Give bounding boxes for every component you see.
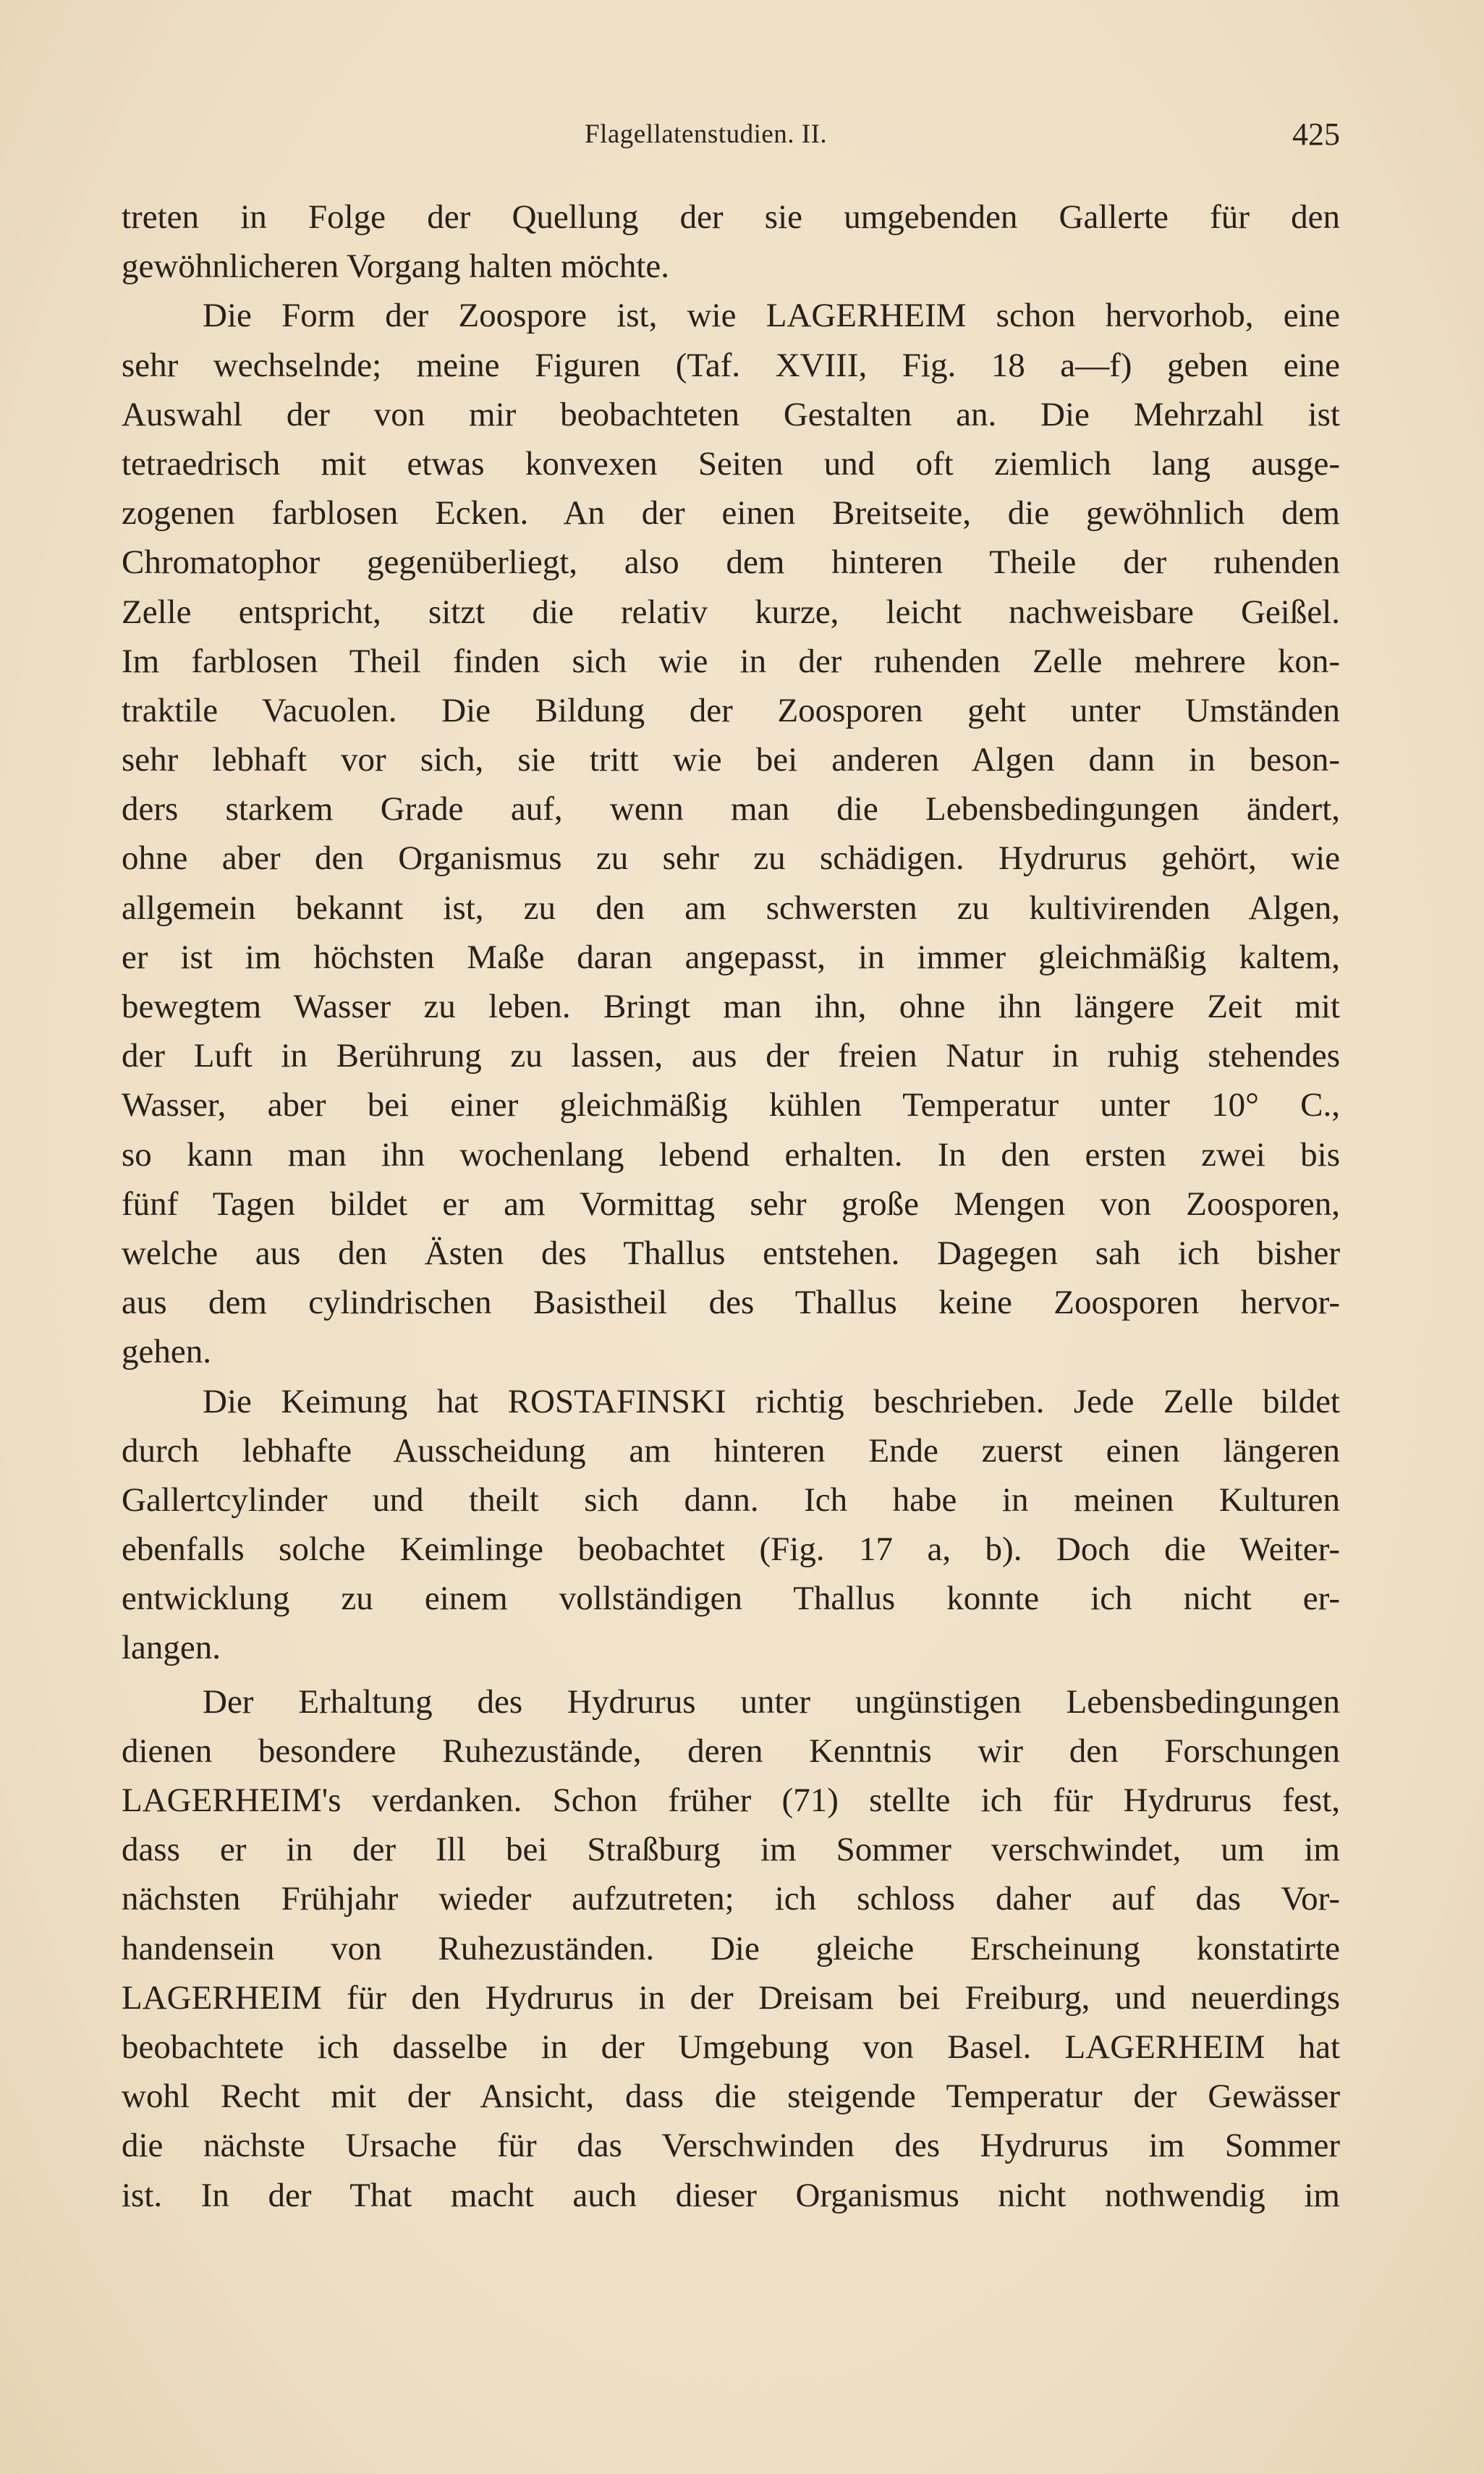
text-line: welche aus den Ästen des Thallus entstehen. Dagegen sah ich bisher — [122, 1234, 1340, 1272]
text-line: zogenen farblosen Ecken. An der einen Breitseite, die gewöhnlich dem — [122, 494, 1340, 533]
text-line: Auswahl der von mir beobachteten Gestalten an. Die Mehrzahl ist — [122, 395, 1340, 433]
text-line: Im farblosen Theil finden sich wie in der ruhenden Zelle mehrere kon- — [122, 642, 1340, 680]
page-number: 425 — [1292, 117, 1340, 152]
body-text — [122, 192, 1340, 2220]
running-title: Flagellatenstudien. II. — [585, 119, 828, 149]
text-line: bewegtem Wasser zu leben. Bringt man ihn, ohne ihn längere Zeit mit — [122, 988, 1340, 1025]
text-line: gehen. — [122, 1333, 211, 1371]
text-line: dienen besondere Ruhezustände, deren Kenntnis wir den Forschungen — [122, 1732, 1340, 1770]
text-line: gewöhnlicheren Vorgang halten möchte. — [122, 247, 670, 286]
text-line: entwicklung zu einem vollständigen Thallus konnte ich nicht er- — [122, 1580, 1340, 1618]
text-line: allgemein bekannt ist, zu den am schwersten zu kultivirenden Algen, — [122, 889, 1340, 927]
text-line: langen. — [122, 1629, 221, 1667]
text-line: LAGERHEIM für den Hydrurus in der Dreisam bei Freiburg, und neuerdings — [122, 1978, 1340, 2017]
text-line: treten in Folge der Quellung der sie umgebenden Gallerte für den — [122, 198, 1340, 236]
text-line: er ist im höchsten Maße daran angepasst, in immer gleichmäßig kaltem, — [122, 938, 1340, 976]
text-line: wohl Recht mit der Ansicht, dass die steigende Temperatur der Gewässer — [122, 2077, 1340, 2116]
text-line: Wasser, aber bei einer gleichmäßig kühlen Temperatur unter 10° C., — [122, 1086, 1340, 1124]
text-line: durch lebhafte Ausscheidung am hinteren Ende zuerst einen längeren — [122, 1431, 1340, 1470]
text-line: aus dem cylindrischen Basistheil des Thallus keine Zoosporen hervor- — [122, 1284, 1340, 1322]
text-line: LAGERHEIM's verdanken. Schon früher (71) stellte ich für Hydrurus fest, — [122, 1782, 1340, 1819]
text-line: ohne aber den Organismus zu sehr zu schädigen. Hydrurus gehört, wie — [122, 839, 1340, 878]
text-line: ders starkem Grade auf, wenn man die Lebensbedingungen ändert, — [122, 790, 1340, 829]
text-line: so kann man ihn wochenlang lebend erhalten. In den ersten zwei bis — [122, 1135, 1340, 1174]
text-line: sehr wechselnde; meine Figuren (Taf. XVIII, Fig. 18 a—f) geben eine — [122, 346, 1340, 384]
page-header — [122, 116, 1340, 159]
text-line: tetraedrisch mit etwas konvexen Seiten und oft ziemlich lang ausge- — [122, 444, 1340, 483]
text-line: Der Erhaltung des Hydrurus unter ungünstigen Lebensbedingungen — [203, 1682, 1340, 1721]
text-line: Zelle entspricht, sitzt die relativ kurze, leicht nachweisbare Geißel. — [122, 593, 1340, 631]
text-line: Gallertcylinder und theilt sich dann. Ich habe in meinen Kulturen — [122, 1480, 1340, 1519]
text-line: ist. In der That macht auch dieser Organismus nicht nothwendig im — [122, 2176, 1340, 2214]
text-line: Die Form der Zoospore ist, wie LAGERHEIM schon hervorhob, eine — [203, 297, 1340, 335]
text-line: fünf Tagen bildet er am Vormittag sehr große Mengen von Zoosporen, — [122, 1185, 1340, 1223]
text-line: der Luft in Berührung zu lassen, aus der freien Natur in ruhig stehendes — [122, 1037, 1340, 1075]
text-line: ebenfalls solche Keimlinge beobachtet (Fig. 17 a, b). Doch die Weiter- — [122, 1530, 1340, 1569]
text-line: traktile Vacuolen. Die Bildung der Zoosporen geht unter Umständen — [122, 691, 1340, 729]
text-line: Chromatophor gegenüberliegt, also dem hinteren Theile der ruhenden — [122, 543, 1340, 582]
text-line: nächsten Frühjahr wieder aufzutreten; ich schloss daher auf das Vor- — [122, 1880, 1340, 1918]
text-line: die nächste Ursache für das Verschwinden des Hydrurus im Sommer — [122, 2127, 1340, 2165]
text-line: dass er in der Ill bei Straßburg im Sommer verschwindet, um im — [122, 1831, 1340, 1869]
text-line: sehr lebhaft vor sich, sie tritt wie bei anderen Algen dann in beson- — [122, 741, 1340, 779]
text-line: Die Keimung hat ROSTAFINSKI richtig beschrieben. Jede Zelle bildet — [203, 1382, 1340, 1420]
text-line: handensein von Ruhezuständen. Die gleiche Erscheinung konstatirte — [122, 1929, 1340, 1967]
text-line: beobachtete ich dasselbe in der Umgebung von Basel. LAGERHEIM hat — [122, 2028, 1340, 2066]
